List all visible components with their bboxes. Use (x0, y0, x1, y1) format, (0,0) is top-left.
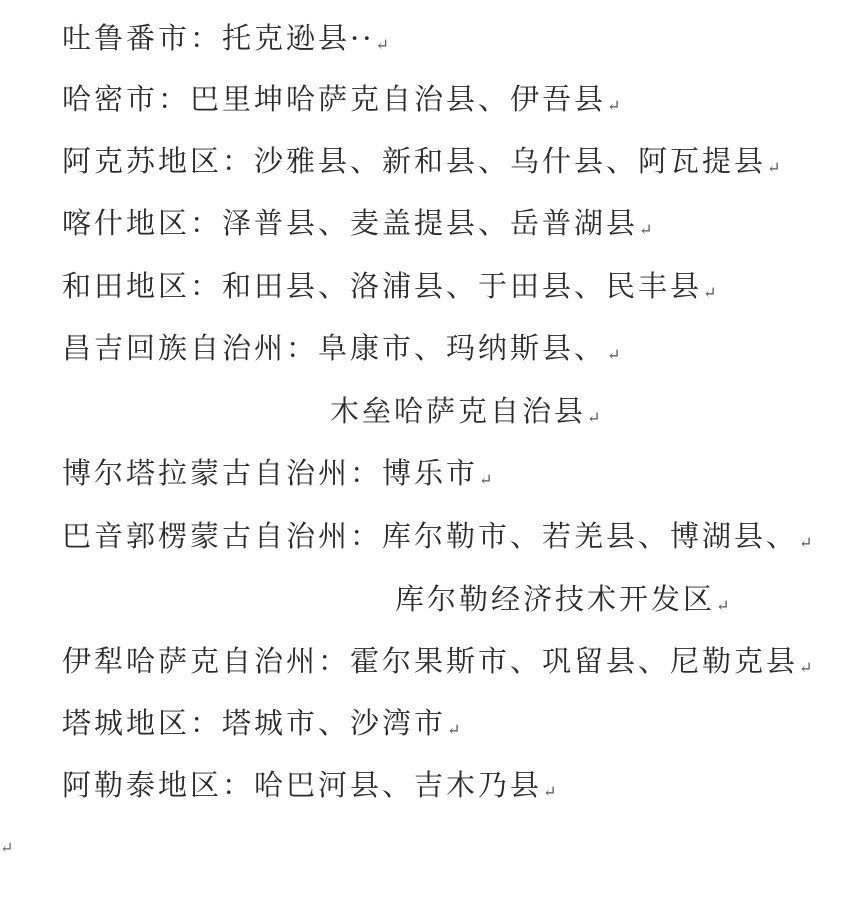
trailing-paragraph-mark: ↵ (0, 838, 14, 857)
paragraph-mark: ↵ (543, 782, 557, 801)
line-changji-continued (330, 393, 600, 436)
paragraph-mark: ↵ (607, 96, 621, 115)
paragraph-mark: ↵ (799, 658, 813, 677)
paragraph-mark: ↵ (716, 596, 730, 615)
line-hami (62, 81, 620, 124)
line-text: 博尔塔拉蒙古自治州：博乐市 (62, 456, 479, 490)
line-text: 喀什地区：泽普县、麦盖提县、岳普湖县 (62, 206, 639, 240)
paragraph-mark: ↵ (767, 158, 781, 177)
line-text: 阿克苏地区：沙雅县、新和县、乌什县、阿瓦提县 (62, 144, 767, 178)
paragraph-mark: ↵ (447, 720, 461, 739)
line-text: 伊犁哈萨克自治州：霍尔果斯市、巩留县、尼勒克县 (62, 644, 799, 678)
line-text: 和田地区：和田县、洛浦县、于田县、民丰县 (62, 269, 703, 303)
line-text: 吐鲁番市：托克逊县·· (62, 21, 375, 55)
line-text: 塔城地区：塔城市、沙湾市 (62, 706, 447, 740)
line-bayingolin (62, 518, 812, 561)
line-text: 木垒哈萨克自治县 (330, 394, 587, 428)
line-aksu (62, 143, 780, 186)
paragraph-mark: ↵ (703, 283, 717, 302)
line-text: 哈密市：巴里坤哈萨克自治县、伊吾县 (62, 82, 607, 116)
paragraph-mark: ↵ (587, 408, 601, 427)
line-changji (62, 330, 620, 373)
paragraph-mark: ↵ (479, 470, 493, 489)
line-altay (62, 767, 556, 810)
line-bortala (62, 455, 492, 498)
paragraph-mark: ↵ (375, 35, 389, 54)
line-bayingolin-continued (395, 581, 729, 624)
paragraph-mark: ↵ (639, 220, 653, 239)
line-turpan (62, 20, 389, 63)
line-hotan (62, 268, 716, 311)
line-kashgar (62, 205, 652, 248)
line-ili (62, 643, 812, 686)
line-text: 巴音郭楞蒙古自治州：库尔勒市、若羌县、博湖县、 (62, 519, 799, 553)
paragraph-mark: ↵ (799, 533, 813, 552)
line-text: 库尔勒经济技术开发区 (395, 582, 716, 616)
line-tacheng (62, 705, 460, 748)
line-text: 阿勒泰地区：哈巴河县、吉木乃县 (62, 768, 543, 802)
paragraph-mark: ↵ (607, 345, 621, 364)
line-text: 昌吉回族自治州：阜康市、玛纳斯县、 (62, 331, 607, 365)
